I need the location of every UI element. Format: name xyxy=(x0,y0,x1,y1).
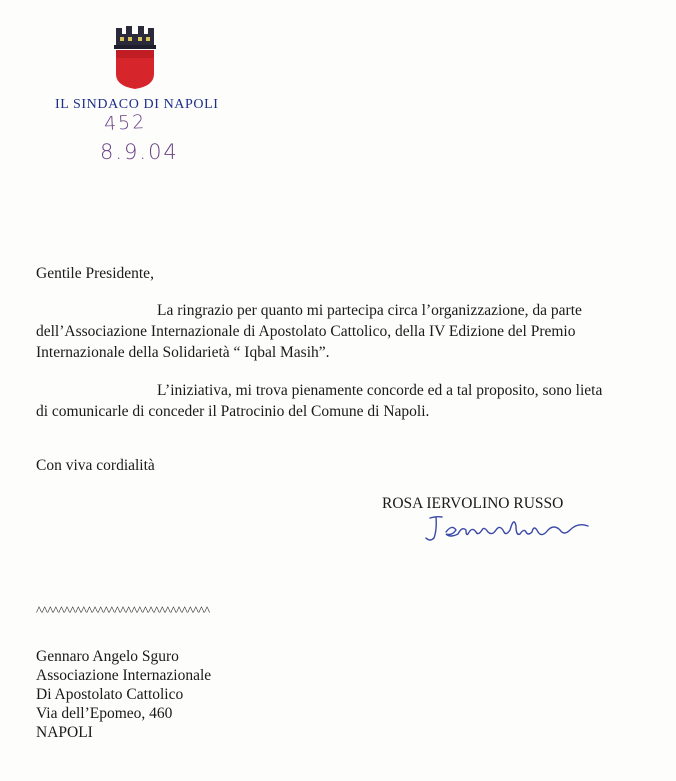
recipient-street: Via dell’Epomeo, 460 xyxy=(36,705,173,722)
paragraph1-rest xyxy=(36,321,575,363)
paragraph1-line1: La ringrazio per quanto mi partecipa circa l’organizzazione, da parte xyxy=(157,302,582,319)
paragraph1-line2: dell’Associazione Internazionale di Apostolato Cattolico, della IV Edizione del Premio xyxy=(36,323,576,340)
recipient-organization-line2: Di Apostolato Cattolico xyxy=(36,686,184,703)
handwritten-protocol-number: 452 xyxy=(103,110,147,136)
paragraph1-line3: Internazionale della Solidarietà “ Iqbal Masih”. xyxy=(36,344,330,361)
mayor-title: IL SINDACO DI NAPOLI xyxy=(55,97,219,112)
paragraph2-line2: di comunicarle di conceder il Patrocinio del Comune di Napoli. xyxy=(36,403,430,420)
handwritten-date: 8.9.04 xyxy=(100,140,179,164)
divider-line: ^^^^^^^^^^^^^^^^^^^^^^^^^^^^^^^ xyxy=(36,603,210,618)
handwritten-signature-icon xyxy=(422,512,594,546)
recipient-city: NAPOLI xyxy=(36,724,93,741)
greeting: Gentile Presidente, xyxy=(36,265,154,282)
recipient-address xyxy=(36,647,211,742)
closing: Con viva cordialità xyxy=(36,457,155,474)
paragraph2-line1: L’iniziativa, mi trova pienamente concorde ed a tal proposito, sono lieta xyxy=(157,382,603,399)
recipient-organization: Associazione Internazionale xyxy=(36,667,212,684)
signer-name: ROSA IERVOLINO RUSSO xyxy=(382,495,564,512)
recipient-name: Gennaro Angelo Sguro xyxy=(36,648,179,665)
coat-of-arms-icon xyxy=(112,24,158,90)
